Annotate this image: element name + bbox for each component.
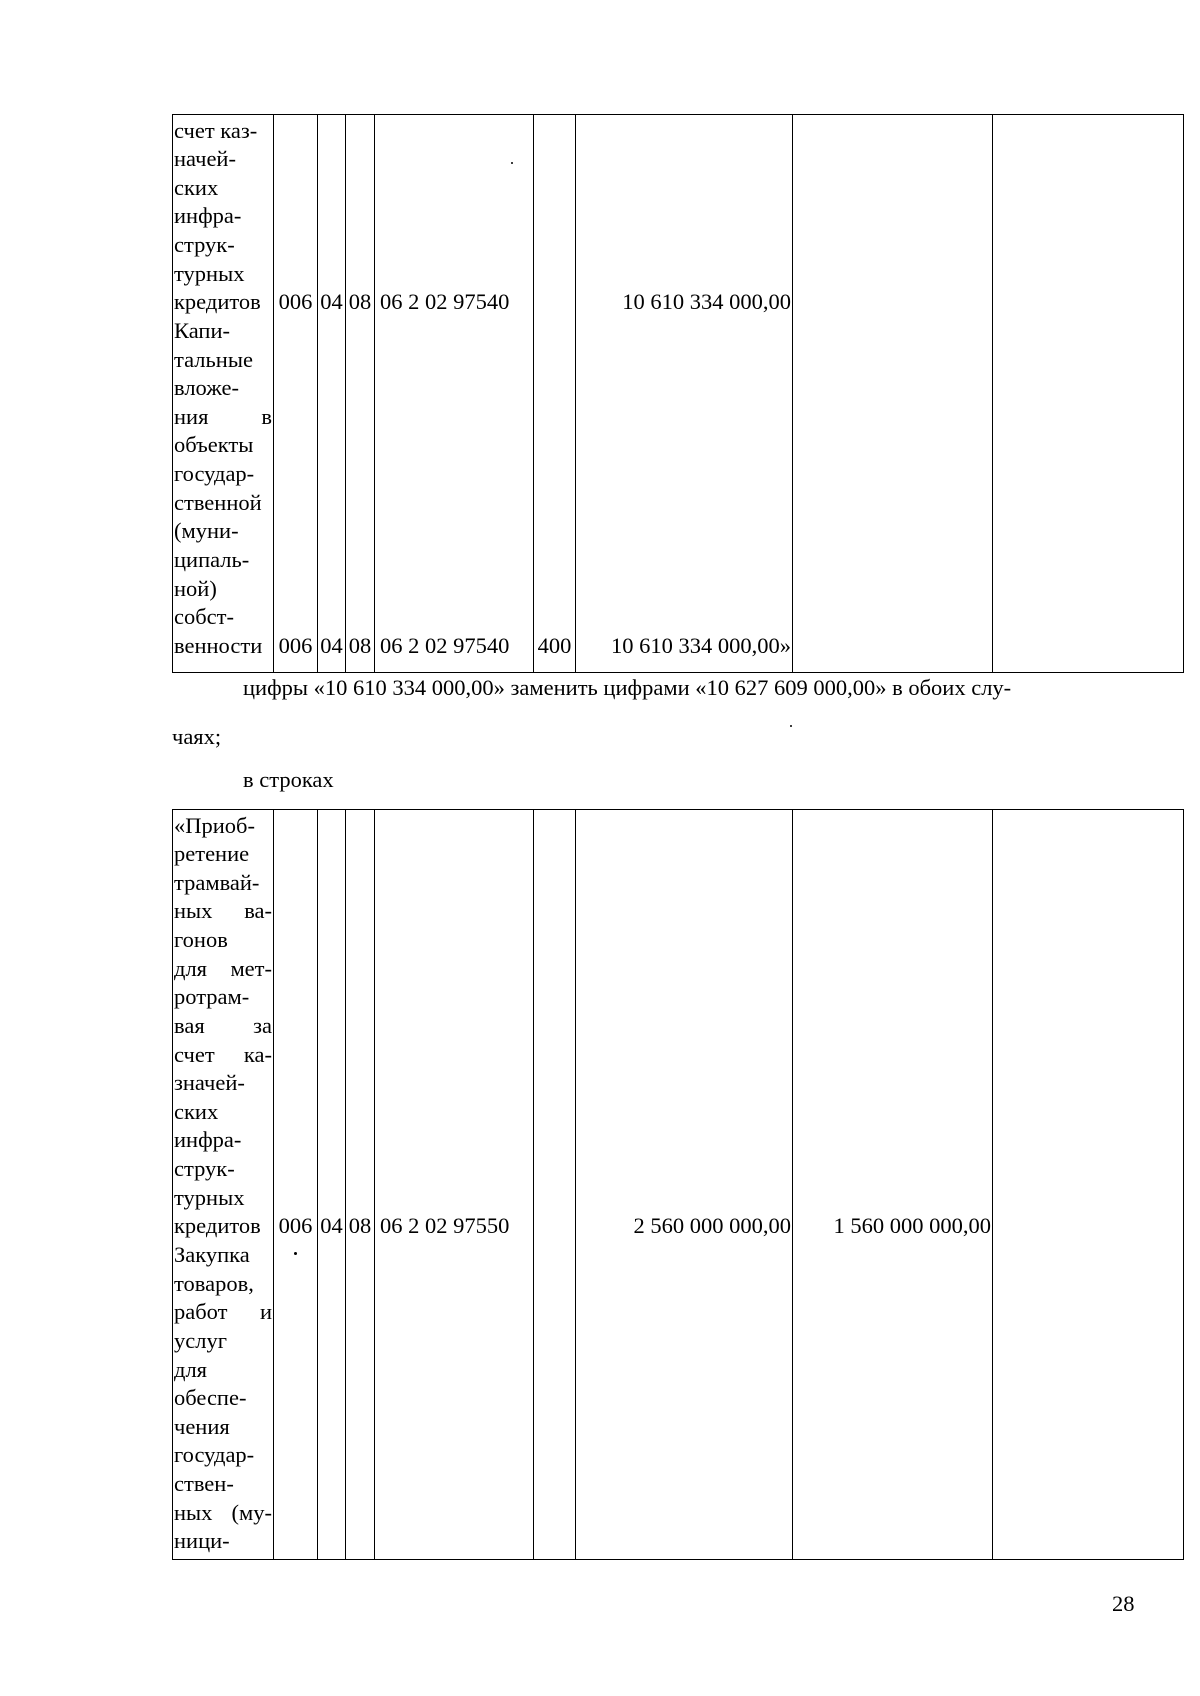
row-name-line: счет ка- [174,1042,272,1067]
row-name-line: «Приоб- [174,813,255,838]
row-name-line: Закупка [174,1242,250,1267]
target-cell [375,810,534,1560]
paragraph-line-3: в строках [243,767,334,792]
row-name-line: товаров, [174,1271,254,1296]
section-code: 04 [320,1213,343,1238]
row-name-line: для [174,1357,208,1382]
target-code: 06 2 02 97550 [380,1213,510,1238]
ministry-cell [274,810,318,1560]
row-name-line: начей- [174,146,236,171]
target-code: 06 2 02 97540 [380,633,510,658]
row-name-line: гонов [174,927,228,952]
ministry-code: 006 [278,1213,313,1238]
row-name-line: работ и [174,1299,272,1324]
row-name-line: собст- [174,604,234,629]
row-name-line: вложе- [174,375,239,400]
ministry-code: 006 [278,289,313,314]
row-name-line: турных [174,261,245,286]
amount1-cell [576,115,793,673]
row-name-line: трамвай- [174,870,260,895]
subsection-cell [346,115,375,673]
section-cell [318,810,346,1560]
row-name-line: кредитов [174,289,261,314]
target-cell [375,115,534,673]
amount3-cell [993,115,1184,673]
row-name-line: значей- [174,1070,245,1095]
amount-value: 10 610 334 000,00» [611,633,791,658]
name-cell [173,810,274,1560]
amount-value: 1 560 000 000,00 [833,1213,991,1238]
row-name-line: кредитов [174,1213,261,1238]
subsection-cell [346,810,375,1560]
subsection-code: 08 [348,289,372,314]
section-code: 04 [320,633,343,658]
row-name-line: инфра- [174,1127,242,1152]
row-name-line: тальные [174,347,253,372]
amount3-cell [993,810,1184,1560]
amount-value: 10 610 334 000,00 [622,289,791,314]
name-cell [173,115,274,673]
row-name-line: ственной [174,490,262,515]
row-name-line: ствен- [174,1471,234,1496]
row-name-line: государ- [174,1442,255,1467]
row-name-line: ници- [174,1528,230,1553]
row-name-line: ных ва- [174,898,272,923]
row-name-line: вая за [174,1013,272,1038]
speck-mark [511,162,513,164]
speck-mark [790,725,792,727]
amount2-cell [793,810,993,1560]
row-name-line: чения [174,1414,230,1439]
paragraph-line-2: чаях; [172,724,222,749]
expense-type-code: 400 [537,633,572,658]
row-name-line: ния в [174,404,272,429]
ministry-cell [274,115,318,673]
row-name-line: струк- [174,232,235,257]
budget-table-1 [172,114,1184,673]
row-name-line: ских [174,1099,219,1124]
budget-table-2 [172,809,1184,1560]
row-name-line: инфра- [174,203,242,228]
row-name-line: услуг [174,1328,227,1353]
row-name-line: ной) [174,576,217,601]
row-name-line: ротрам- [174,984,250,1009]
amount1-cell [576,810,793,1560]
target-code: 06 2 02 97540 [380,289,510,314]
row-name-line: объекты [174,432,254,457]
page-number: 28 [1112,1591,1135,1616]
ministry-code: 006 [278,633,313,658]
section-code: 04 [320,289,343,314]
amount-value: 2 560 000 000,00 [633,1213,791,1238]
row-name-line: венности [174,633,263,658]
subsection-code: 08 [348,1213,372,1238]
amount2-cell [793,115,993,673]
expense-type-cell [534,115,576,673]
row-name-line: струк- [174,1156,235,1181]
row-name-line: государ- [174,461,255,486]
subsection-code: 08 [348,633,372,658]
row-name-line: ских [174,175,219,200]
row-name-line: счет каз- [174,118,258,143]
row-name-line: (муни- [174,518,239,543]
expense-type-cell [534,810,576,1560]
paragraph-line-1: цифры «10 610 334 000,00» заменить цифрами «10 627 609 000,00» в обоих слу- [243,675,1012,700]
row-name-line: турных [174,1185,245,1210]
row-name-line: ципаль- [174,547,250,572]
row-name-line: ных (му- [174,1500,272,1525]
row-name-line: ретение [174,841,250,866]
row-name-line: Капи- [174,318,230,343]
speck-mark [294,1252,297,1255]
row-name-line: обеспе- [174,1385,247,1410]
row-name-line: для мет- [174,956,272,981]
section-cell [318,115,346,673]
